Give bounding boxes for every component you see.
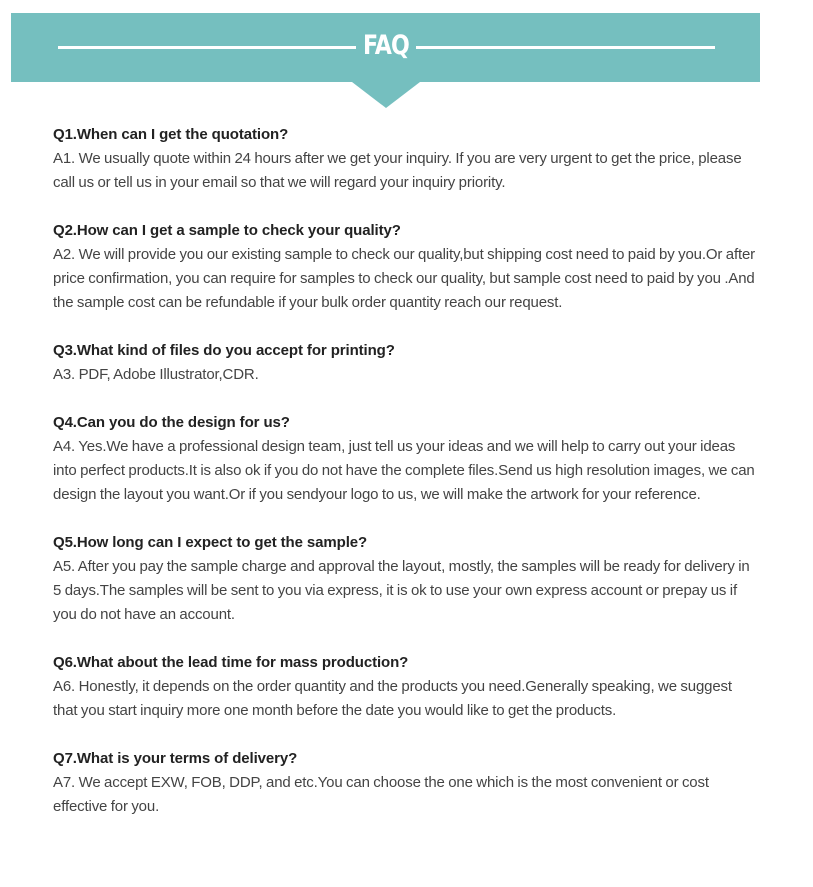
faq-banner-line-left — [58, 46, 356, 49]
faq-question-5: Q5.How long can I expect to get the sample? — [53, 534, 368, 551]
faq-item-3 — [53, 339, 758, 387]
faq-question-3: Q3.What kind of files do you accept for printing? — [53, 342, 395, 359]
faq-answer-6: A6. Honestly, it depends on the order quantity and the products you need.Generally speaking, we suggest that you start inquiry more one month before the date you would like to get the products. — [53, 678, 732, 719]
faq-question-7: Q7.What is your terms of delivery? — [53, 750, 298, 767]
faq-answer-5: A5. After you pay the sample charge and approval the layout, mostly, the samples will be ready for delivery in 5 days.The samples will be sent to you via express, it is ok to use your own express account or prepay us if you do not have an account. — [53, 558, 750, 623]
faq-answer-1: A1. We usually quote within 24 hours after we get your inquiry. If you are very urgent to get the price, please call us or tell us in your email so that we will regard your inquiry priority. — [53, 150, 742, 191]
faq-answer-2: A2. We will provide you our existing sample to check our quality,but shipping cost need to paid by you.Or after price confirmation, you can require for samples to check our quality, but sample cost need to paid by you .And the sample cost can be refundable if your bulk order quantity reach our request. — [53, 246, 756, 311]
faq-banner-line-right — [416, 46, 715, 49]
faq-question-2: Q2.How can I get a sample to check your quality? — [53, 222, 401, 239]
faq-answer-4: A4. Yes.We have a professional design team, just tell us your ideas and we will help to carry out your ideas into perfect products.It is also ok if you do not have the complete files.Send us high resolution images, we can design the layout you want.Or if you sendyour logo to us, we will make the artwork for your reference. — [53, 438, 755, 503]
faq-item-5 — [53, 531, 758, 627]
faq-question-6: Q6.What about the lead time for mass production? — [53, 654, 409, 671]
faq-title: FAQ — [362, 30, 410, 61]
faq-item-7 — [53, 747, 758, 819]
faq-item-6 — [53, 651, 758, 723]
faq-question-1: Q1.When can I get the quotation? — [53, 126, 289, 143]
faq-item-4 — [53, 411, 758, 507]
faq-item-1 — [53, 123, 758, 195]
faq-question-4: Q4.Can you do the design for us? — [53, 414, 290, 431]
faq-list — [53, 123, 758, 843]
faq-item-2 — [53, 219, 758, 315]
faq-banner-arrow — [352, 82, 420, 108]
faq-answer-7: A7. We accept EXW, FOB, DDP, and etc.You can choose the one which is the most convenient or cost effective for you. — [53, 774, 709, 815]
faq-answer-3: A3. PDF, Adobe Illustrator,CDR. — [53, 366, 259, 383]
